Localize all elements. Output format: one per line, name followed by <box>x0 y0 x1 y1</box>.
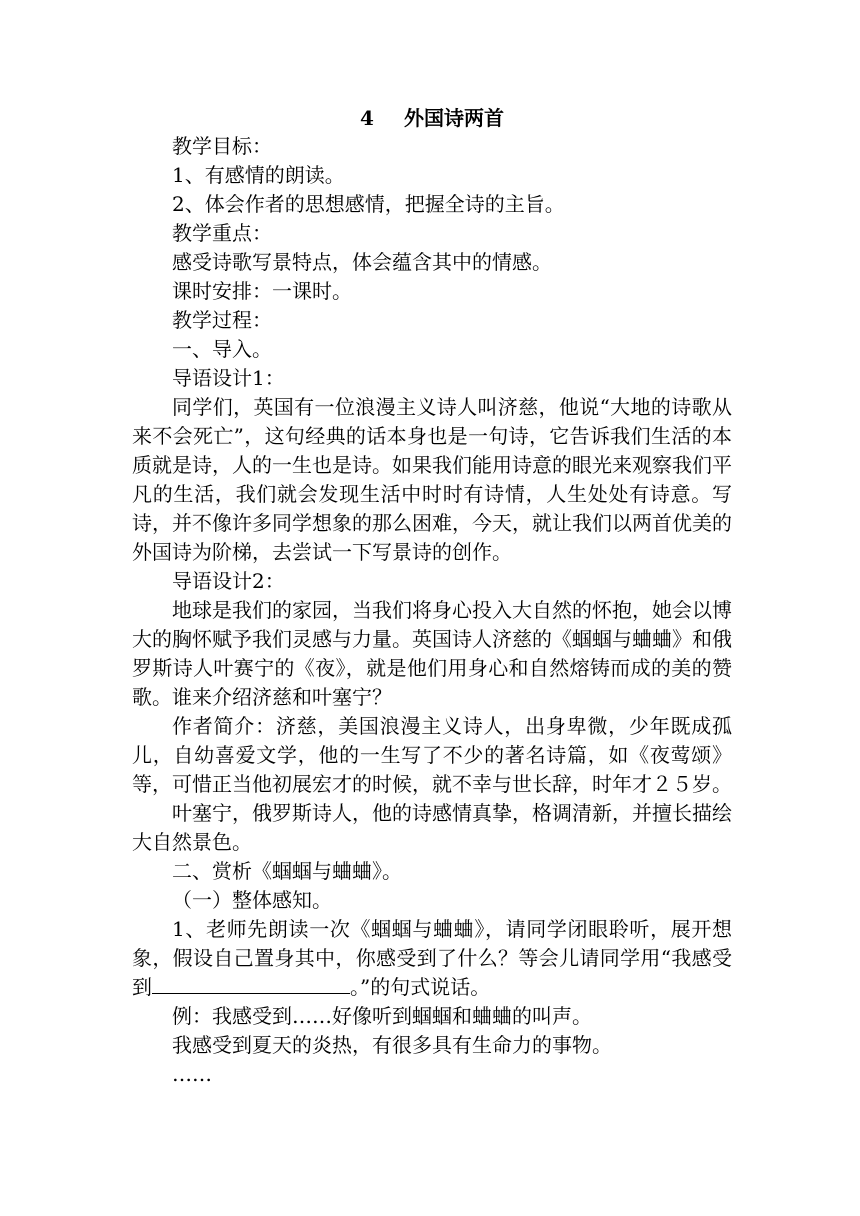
task-1-text-end: 。”的句式说话。 <box>350 975 491 999</box>
intro-2-heading: 导语设计2： <box>172 569 285 593</box>
document-page <box>132 104 732 1089</box>
key-item-1: 感受诗歌写景特点，体会蕴含其中的情感。 <box>172 250 552 274</box>
lesson-title: 外国诗两首 <box>403 106 504 130</box>
goal-item-2: 2、体会作者的思想感情，把握全诗的主旨。 <box>172 192 565 216</box>
step-2-heading: 二、赏析《蝈蝈与蛐蛐》。 <box>172 859 402 883</box>
ellipsis: …… <box>172 1062 212 1086</box>
process-heading: 教学过程： <box>172 308 272 332</box>
sub-1-heading: （一）整体感知。 <box>172 888 332 912</box>
goal-heading: 教学目标： <box>172 134 272 158</box>
key-heading: 教学重点： <box>172 221 272 245</box>
intro-1-paragraph: 同学们，英国有一位浪漫主义诗人叫济慈，他说“大地的诗歌从来不会死亡”，这句经典的话本身也是一句诗，它告诉我们生活的本质就是诗，人的一生也是诗。如果我们能用诗意的眼光来观察我们平凡的生活，我们就会发现生活中时时有诗情，人生处处有诗意。写诗，并不像许多同学想象的那么困难，今天，就让我们以两首优美的外国诗为阶梯，去尝试一下写景诗的创作。 <box>132 395 732 564</box>
author-keats-paragraph: 作者简介：济慈，美国浪漫主义诗人，出身卑微，少年既成孤儿，自幼喜爱文学，他的一生写了不少的著名诗篇，如《夜莺颂》等，可惜正当他初展宏才的时候，就不幸与世长辞，时年才２５岁。 <box>132 714 732 796</box>
intro-2-paragraph: 地球是我们的家园，当我们将身心投入大自然的怀抱，她会以博大的胸怀赋予我们灵感与力量。英国诗人济慈的《蝈蝈与蛐蛐》和俄罗斯诗人叶赛宁的《夜》，就是他们用身心和自然熔铸而成的美的赞歌。谁来介绍济慈和叶塞宁？ <box>132 598 732 709</box>
goal-item-1: 1、有感情的朗读。 <box>172 163 345 187</box>
fill-in-blank <box>152 973 350 994</box>
document-title <box>132 104 732 132</box>
author-yesenin-paragraph: 叶塞宁，俄罗斯诗人，他的诗感情真挚，格调清新，并擅长描绘大自然景色。 <box>132 801 732 854</box>
task-1-text: 1、老师先朗读一次《蝈蝈与蛐蛐》，请同学闭眼聆听，展开想象，假设自己置身其中，你感受到了什么？等会儿请同学用“我感受到 <box>132 917 732 999</box>
intro-1-heading: 导语设计1： <box>172 366 285 390</box>
schedule-line: 课时安排：一课时。 <box>172 279 352 303</box>
example-2: 我感受到夏天的炎热，有很多具有生命力的事物。 <box>172 1033 612 1057</box>
lesson-number: 4 <box>360 106 374 130</box>
task-1-paragraph <box>132 915 732 1002</box>
step-1-heading: 一、导入。 <box>172 337 272 361</box>
example-1: 例：我感受到……好像听到蝈蝈和蛐蛐的叫声。 <box>172 1004 592 1028</box>
